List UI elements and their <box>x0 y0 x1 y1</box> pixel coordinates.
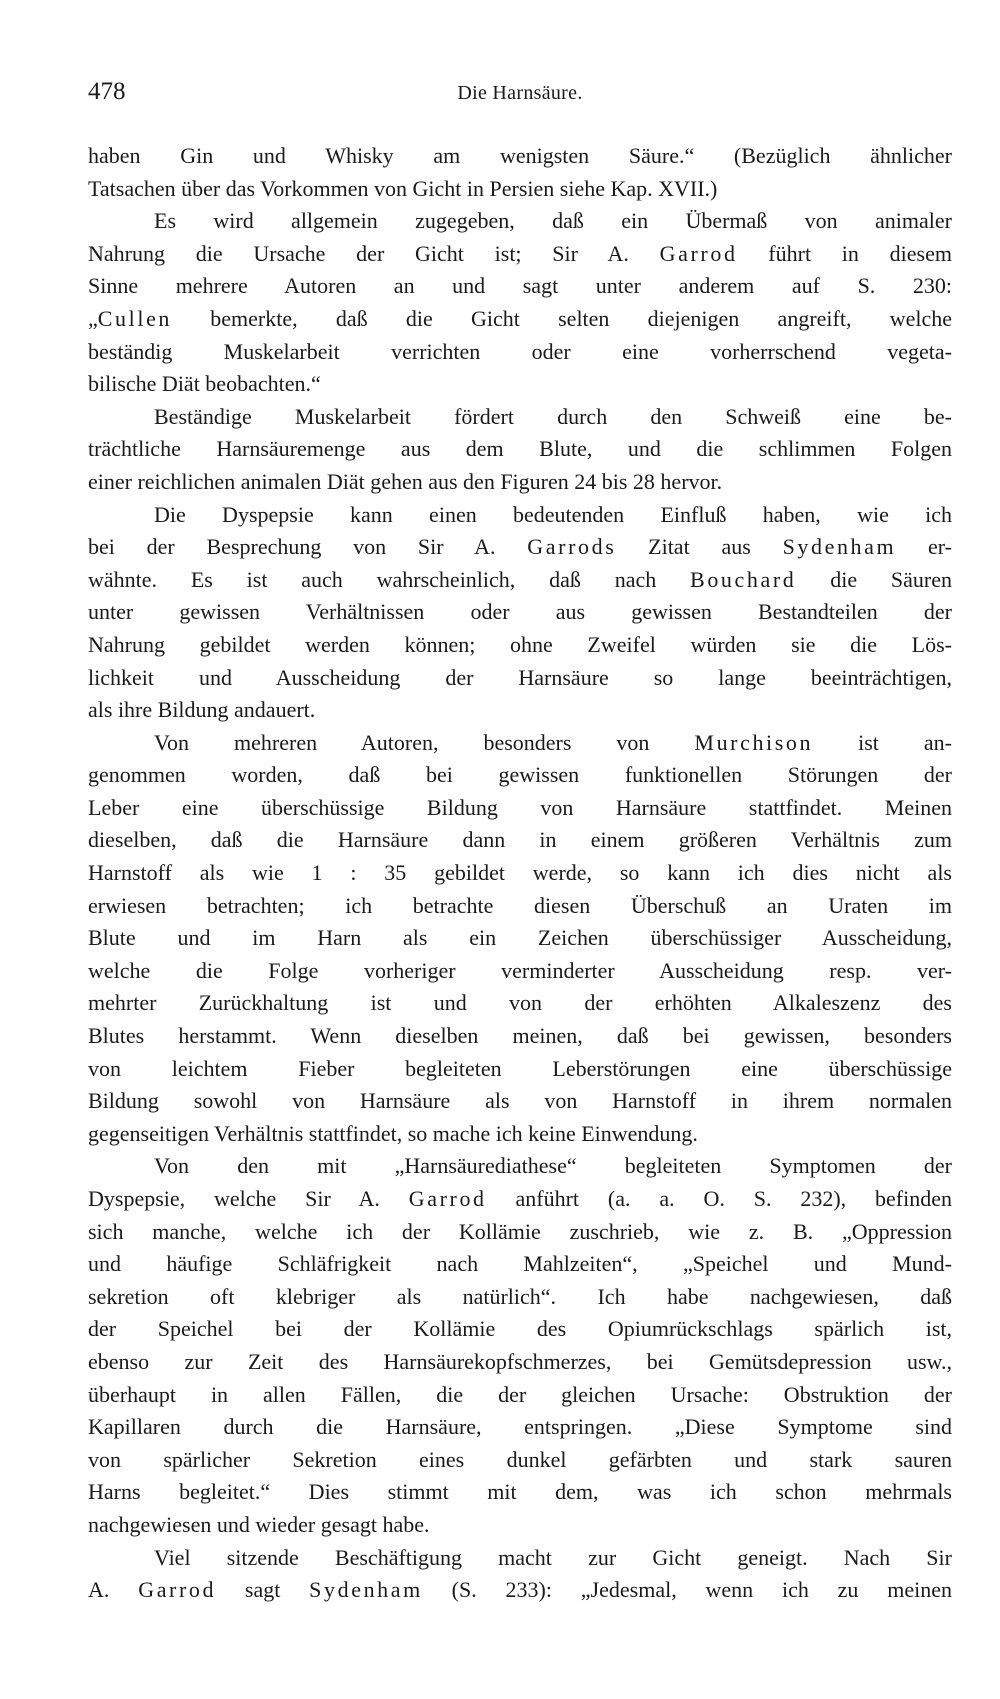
text-line: und häufige Schläfrigkeit nach Mahlzeiten“, „Speichel und Mund- <box>88 1251 952 1277</box>
text-line: wähnte. Es ist auch wahrscheinlich, daß nach Bouchard die Säuren <box>88 566 952 592</box>
text-line: Nahrung gebildet werden können; ohne Zweifel würden sie die Lös- <box>88 631 952 657</box>
text-line: sich manche, welche ich der Kollämie zuschrieb, wie z. B. „Oppression <box>88 1218 952 1244</box>
text-line: Blutes herstammt. Wenn dieselben meinen, daß bei gewissen, besonders <box>88 1023 952 1049</box>
text-line: dieselben, daß die Harnsäure dann in einem größeren Verhältnis zum <box>88 827 952 853</box>
text-line: unter gewissen Verhältnissen oder aus gewissen Bestandteilen der <box>88 599 952 625</box>
text-line: Blute und im Harn als ein Zeichen überschüssiger Ausscheidung, <box>88 925 952 951</box>
text-line: von leichtem Fieber begleiteten Leberstörungen eine überschüssige <box>88 1055 952 1081</box>
text-line: gegenseitigen Verhältnis stattfindet, so mache ich keine Einwendung. <box>88 1120 698 1146</box>
body-text <box>88 140 952 1607</box>
text-line: lichkeit und Ausscheidung der Harnsäure so lange beeinträchtigen, <box>88 664 952 690</box>
text-line: Harnstoff als wie 1 : 35 gebildet werde, so kann ich dies nicht als <box>88 860 952 886</box>
text-line: ebenso zur Zeit des Harnsäurekopfschmerzes, bei Gemütsdepression usw., <box>88 1348 952 1374</box>
text-line: als ihre Bildung andauert. <box>88 697 316 723</box>
text-line: Leber eine überschüssige Bildung von Harnsäure stattfindet. Meinen <box>88 794 952 820</box>
text-line: Sinne mehrere Autoren an und sagt unter anderem auf S. 230: <box>88 273 952 299</box>
text-line: erwiesen betrachten; ich betrachte diesen Überschuß an Uraten im <box>88 892 952 918</box>
page-number: 478 <box>88 78 126 105</box>
text-line: bei der Besprechung von Sir A. Garrods Zitat aus Sydenham er- <box>88 534 952 560</box>
text-line: Von mehreren Autoren, besonders von Murchison ist an- <box>154 729 952 755</box>
text-line: Bildung sowohl von Harnsäure als von Harnstoff in ihrem normalen <box>88 1088 952 1114</box>
running-title: Die Harnsäure. <box>457 82 583 104</box>
text-line: Nahrung die Ursache der Gicht ist; Sir A. Garrod führt in diesem <box>88 240 952 266</box>
text-line: Kapillaren durch die Harnsäure, entspringen. „Diese Symptome sind <box>88 1414 952 1440</box>
text-line: Von den mit „Harnsäurediathese“ begleiteten Symptomen der <box>154 1153 952 1179</box>
text-line: von spärlicher Sekretion eines dunkel gefärbten und stark sauren <box>88 1446 952 1472</box>
text-line: trächtliche Harnsäuremenge aus dem Blute, und die schlimmen Folgen <box>88 436 952 462</box>
text-line: Tatsachen über das Vorkommen von Gicht in Persien siehe Kap. XVII.) <box>88 175 718 201</box>
text-line: genommen worden, daß bei gewissen funktionellen Störungen der <box>88 762 952 788</box>
page-header <box>88 78 952 112</box>
text-line: Viel sitzende Beschäftigung macht zur Gicht geneigt. Nach Sir <box>154 1544 952 1570</box>
text-line: „Cullen bemerkte, daß die Gicht selten diejenigen angreift, welche <box>88 305 952 331</box>
text-line: sekretion oft klebriger als natürlich“. Ich habe nachgewiesen, daß <box>88 1283 952 1309</box>
text-line: Dyspepsie, welche Sir A. Garrod anführt (a. a. O. S. 232), befinden <box>88 1186 952 1211</box>
text-line: Harns begleitet.“ Dies stimmt mit dem, was ich schon mehrmals <box>88 1479 952 1505</box>
text-line: überhaupt in allen Fällen, die der gleichen Ursache: Obstruktion der <box>88 1381 952 1407</box>
text-line: A. Garrod sagt Sydenham (S. 233): „Jedesmal, wenn ich zu meinen <box>88 1577 952 1603</box>
text-line: der Speichel bei der Kollämie des Opiumrückschlags spärlich ist, <box>88 1316 952 1342</box>
text-line: beständig Muskelarbeit verrichten oder eine vorherrschend vegeta- <box>88 338 952 364</box>
text-line: nachgewiesen und wieder gesagt habe. <box>88 1511 430 1537</box>
text-line: haben Gin und Whisky am wenigsten Säure.“ (Bezüglich ähnlicher <box>88 143 952 168</box>
text-line: Es wird allgemein zugegeben, daß ein Übermaß von animaler <box>154 208 952 234</box>
text-line: welche die Folge vorheriger verminderter Ausscheidung resp. ver- <box>88 957 952 983</box>
text-line: mehrter Zurückhaltung ist und von der erhöhten Alkaleszenz des <box>88 990 952 1016</box>
text-line: einer reichlichen animalen Diät gehen aus den Figuren 24 bis 28 hervor. <box>88 468 723 494</box>
text-line: bilische Diät beobachten.“ <box>88 371 321 397</box>
text-line: Beständige Muskelarbeit fördert durch den Schweiß eine be- <box>154 403 952 429</box>
text-line: Die Dyspepsie kann einen bedeutenden Einfluß haben, wie ich <box>154 501 952 527</box>
